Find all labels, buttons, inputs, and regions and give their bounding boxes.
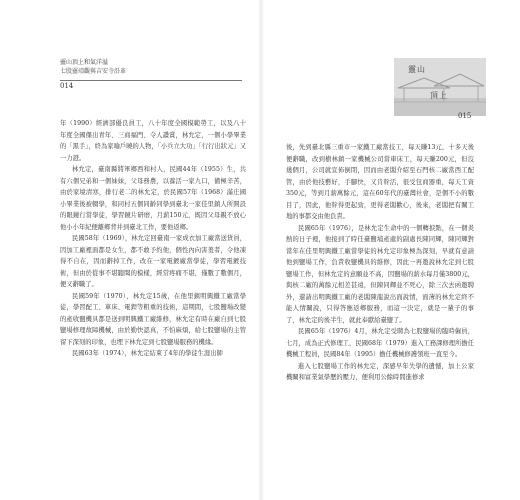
paragraph: 林允定，臺南縣將軍鄉西和村人，民國44年（1955）生，共有六個兄弟和一個妹妹，父母務農，以養活一家九口，備極辛苦，由於家境清寒，排行老二的林允定，於民國57年（1968）滿庄國小畢業後被輟學，和同村五個同齡同學到臺北一家佳里鎮人所開設的眼鏡行當學徒，學習鏡片研磨，月薪150元，既因父母親不放心他小小年紀便離鄉背井到臺北工作，要他返鄉。 (60, 166, 246, 231)
header-rule (60, 80, 242, 81)
paragraph: 民國59年（1970），林允定15歲，在他里鎮明興鐵工廠當學徒，學習配工、車床、電銲等粗重的技術，這期間，七股鹽場改變的產收鹽機具都是送到明興鐵工廠維修，林允定有時在廠自到七股鹽場修理故障機械，由於勤快認真，不怕麻煩，給七股鹽場的主管留下深刻的印象，也埋下林允定到七股鹽場服務的機緣。 (60, 292, 246, 346)
paragraph: 後，先到臺北縣三重市一家鐵工廠當技工，每天賺13元，十多天後便辭職，改到樹林鎮一家機械公司當車床工，每天賺200元，但沒幾個月，公司就宣佈倒閉，因而由老闆介紹至石門核二廠當西工配管，由於他技藝好，手腳快，又肯幹活，很受包商器重，每天工資350元，等到月薪萬餘元，這在60年代的臺灣社會，是個不小的數目了，因此，他幹得更起勁，更得老闆歡心，後來，老闆把有關工地的事都交由他負責。 (286, 144, 474, 220)
right-page-body (286, 142, 474, 384)
book-gutter (258, 0, 264, 500)
paragraph: 民國63年（1974），林允定結束了4年的學徒生涯出師 (72, 350, 223, 357)
paragraph: 進入七股鹽場工作的林允定，深感早年失學的遺憾，加上公家機關和富業氣學歷的壓力，便利用公餘時間進修求 (286, 362, 474, 381)
left-page-header (60, 58, 200, 76)
paragraph: 民國65年（1976）4月，林允定受聘為七股鹽場的臨時僱員，七月，成為正式修理工，民國68年（1979）進入工務課修理所擔任機械工程員，民國84年（1995）擔任機械修護領班一直至今。 (286, 328, 474, 358)
paragraph: 年（1990）經濟部優良員工，八十年度全國模範勞工，以及八十年度全國傑出青年、三商福門、令人讚賞，林允定，一個小學畢業的「黑手」，終為家喻戶曉的人物，「小兵立大功」「行行出狀元」又一力證。 (60, 120, 246, 162)
header-subtitle: 七股靈靖觀與吉安寺沿革 (60, 68, 127, 75)
left-page-body (60, 118, 246, 360)
page-number-left: 014 (60, 82, 74, 90)
deco-label-2: 頂上 (430, 91, 448, 100)
deco-label: 靈山 (408, 65, 426, 74)
header-title: 靈山頂上和氣洋溢 (60, 59, 109, 66)
paragraph: 民國58年（1969），林允定回臺南一家成衣加工廠當送貨員，因加工廠裡面都是女生，都不敢予約他，個性內向害羞者，令他凍得不自在，因而辭掉工作，改在一家電鍍廠當學徒，學習電鍍技術，但由於從事不堪聽聞的模樣，經常疼痛不堪，僅數了數個月，便又辭職了。 (60, 235, 246, 288)
paragraph: 民國65年（1976），是林允定生命中的一個轉捩點，在一個炎熱的日子裡，他接到了時任臺鹽埔產處的副處長陳同輝，陳同輝對當年在佳里明興鐵工廠當學徒的林允定印象極為深刻，早就有意請他到鹽場工作，負責收鹽機具的維修，因此一再邀說林允定到七股鹽場工作，但林允定的意願並不高，因鹽場的薪水每月僅3800元，與核二廠的萬餘元相差甚遠，但陳同輝並不死心，除三次去函邀聘外，還請出明興鐵工廠的老闆陳龍說出面說情，面薄的林允定終不能人情關說，只得答應返鄉服務，而這一決定，就是一輩子的事了，林允定的後半生，就此奉獻給臺鹽了。 (286, 224, 474, 324)
page-number-right: 015 (458, 112, 472, 120)
